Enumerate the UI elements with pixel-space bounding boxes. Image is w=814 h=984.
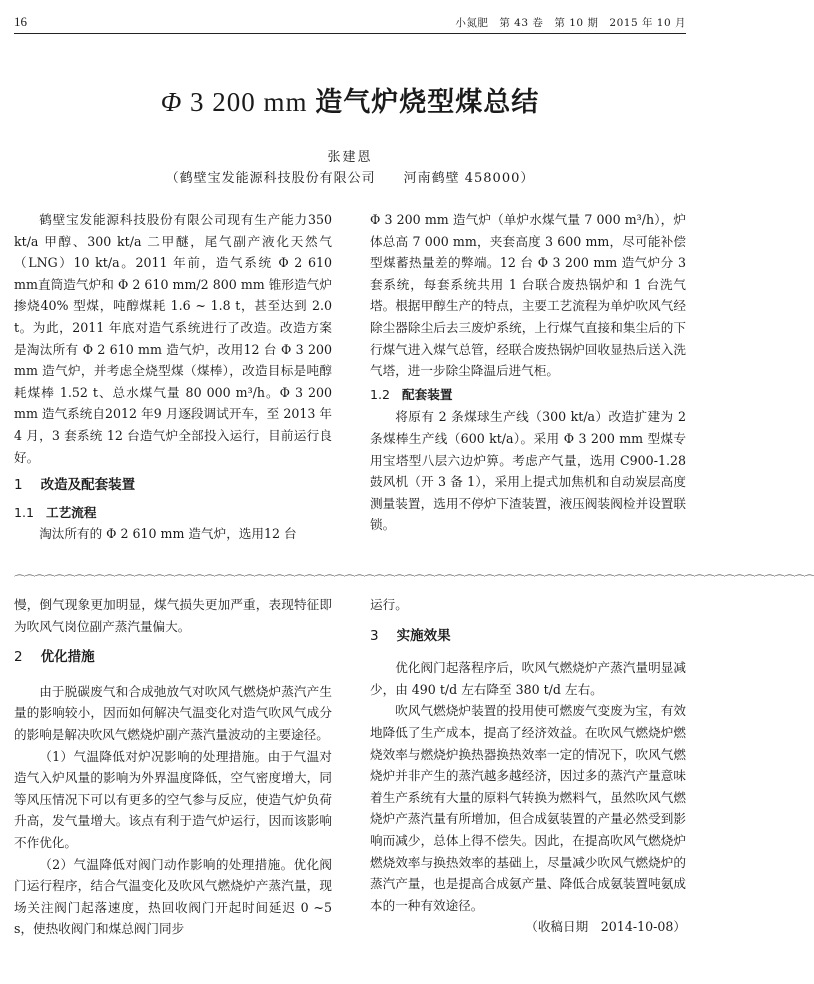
- title-phi: Φ: [160, 87, 183, 117]
- top-right-column: [370, 209, 686, 536]
- received-date: （收稿日期 2014-10-08）: [525, 919, 686, 935]
- section-1-heading: 1 改造及配套装置: [14, 477, 136, 494]
- continued-run-text: 运行。: [370, 597, 408, 612]
- furnace-paragraph: Φ 3 200 mm 造气炉（单炉水煤气量 7 000 m³/h），炉体总高 7 000 mm，夹套高度 3 600 mm，尽可能补偿型煤蓄热量差的弊端。12 台 Φ 3 200 mm 造气炉分 3 套系统，每套系统共用 1 台联合废热锅炉和 1 台洗气塔。根据甲醇生产的特点，主要工艺流程为单炉吹风气经除尘器除尘后去三废炉系统，上行煤气直接和集尘后的下行煤气进入煤气总管，经联合废热锅炉回收显热后送入洗气塔，进一步除尘降温后进气柜。: [370, 212, 686, 379]
- author: 张建恩: [327, 150, 373, 165]
- title-text: 造气炉烧型煤总结: [315, 87, 540, 118]
- intro-paragraph: 鹤壁宝发能源科技股份有限公司现有生产能力350 kt/a 甲醇、300 kt/a 二甲醚，尾气副产液化天然气（LNG）10 kt/a。2011 年前，造气系统 Φ 2 610 mm直筒造气炉和 Φ 2 610 mm/2 800 mm 锥形造气炉掺烧40% 型煤，吨醇煤耗 1.6 ~ 1.8 t，甚至达到 2.0 t。为此，2011 年底对造气系统进行了改造。改造方案是淘汰所有 Φ 2 610 mm 造气炉，改用12 台 Φ 3 200 mm 造气炉，并考虑全烧型煤（煤棒），改造目标是吨醇耗煤棒 1.52 t、总水煤气量 80 000 m³/h。Φ 3 200 mm 造气系统自2012 年9 月逐段调试开车，至 2013 年 4 月，3 套系统 12 台造气炉全部投入运行，目前运行良好。: [14, 212, 332, 465]
- section-3-heading: 3 实施效果: [370, 627, 451, 644]
- top-left-column: [14, 209, 332, 545]
- affiliation: （鹤壁宝发能源科技股份有限公司 河南鹤壁 458000）: [165, 171, 535, 186]
- bottom-left-column: [14, 594, 332, 940]
- running-header: [14, 10, 686, 34]
- continued-paragraph: 慢，倒气现象更加明显，煤气损失更加严重，表现特征即为吹风气岗位副产蒸汽量偏大。: [14, 597, 332, 634]
- article-title: [0, 80, 700, 119]
- section-divider: ⌒⌒⌒⌒⌒⌒⌒⌒⌒⌒⌒⌒⌒⌒⌒⌒⌒⌒⌒⌒⌒⌒⌒⌒⌒⌒⌒⌒⌒⌒⌒⌒⌒⌒⌒⌒⌒⌒⌒⌒⌒⌒⌒⌒⌒⌒⌒⌒⌒⌒⌒⌒⌒⌒⌒⌒⌒⌒⌒⌒⌒⌒⌒⌒⌒⌒⌒⌒⌒⌒⌒⌒⌒⌒⌒⌒⌒⌒⌒⌒: [14, 574, 814, 587]
- journal-info: 小氮肥 第 43 卷 第 10 期 2015 年 10 月: [455, 17, 686, 29]
- section-2-heading: 2 优化措施: [14, 649, 95, 666]
- equipment-paragraph: 将原有 2 条煤球生产线（300 kt/a）改造扩建为 2 条煤棒生产线（600 kt/a）。采用 Φ 3 200 mm 型煤专用宝塔型八层六边炉箅。考虑产气量，选用 C900-1.28 鼓风机（开 3 备 1），采用上提式加焦机和自动炭层高度测量装置，选用不停炉下渣装置，液压阀装阀检并设置联锁。: [370, 409, 686, 533]
- title-diameter: 3 200 mm: [182, 87, 316, 117]
- optimization-intro: 由于脱碳废气和合成弛放气对吹风气燃烧炉蒸汽产生量的影响较小，因而如何解决气温变化对造气吹风气成分的影响是解决吹风气燃烧炉副产蒸汽量波动的主要途径。: [14, 683, 332, 742]
- measure-1-paragraph: （1）气温降低对炉况影响的处理措施。由于气温对造气入炉风量的影响为外界温度降低，空气密度增大，同等风压情况下可以有更多的空气参与反应，使造气炉负荷升高，发气量增大。该点有利于造气炉运行，因而该影响不作优化。: [14, 748, 332, 850]
- results-paragraph-1: 优化阀门起落程序后，吹风气燃烧炉产蒸汽量明显减少，由 490 t/d 左右降至 380 t/d 左右。: [370, 660, 686, 697]
- results-paragraph-2: 吹风气燃烧炉装置的投用使可燃废气变废为宝，有效地降低了生产成本，提高了经济效益。在吹风气燃烧炉燃烧效率与燃烧炉换热器换热效率一定的情况下，吹风气燃烧炉并非产生的蒸汽越多越经济，因过多的蒸汽产量意味着生产系统有大量的原料气转换为燃料气，虽然吹风气燃烧炉产蒸汽量有所增加，但合成氨装置的产量必然受到影响而减少，总体上得不偿失。因此，在提高吹风气燃烧炉燃烧效率与换热效率的基础上，尽量减少吹风气燃烧炉的蒸汽产量，也是提高合成氨产量、降低合成氨装置吨氨成本的一种有效途径。: [370, 703, 686, 913]
- page-number: 16: [14, 14, 27, 29]
- measure-2-paragraph: （2）气温降低对阀门动作影响的处理措施。优化阀门运行程序，结合气温变化及吹风气燃烧炉产蒸汽量，现场关注阀门起落速度，热回收阀门开起时间延迟 0 ~5 s，使热收阀门和煤总阀门同步: [14, 856, 332, 937]
- bottom-right-column: [370, 594, 686, 938]
- section-1-1-heading: 1.1 工艺流程: [14, 504, 97, 520]
- process-paragraph: 淘汰所有的 Φ 2 610 mm 造气炉，选用12 台: [39, 526, 297, 542]
- section-1-2-heading: 1.2 配套装置: [370, 386, 453, 402]
